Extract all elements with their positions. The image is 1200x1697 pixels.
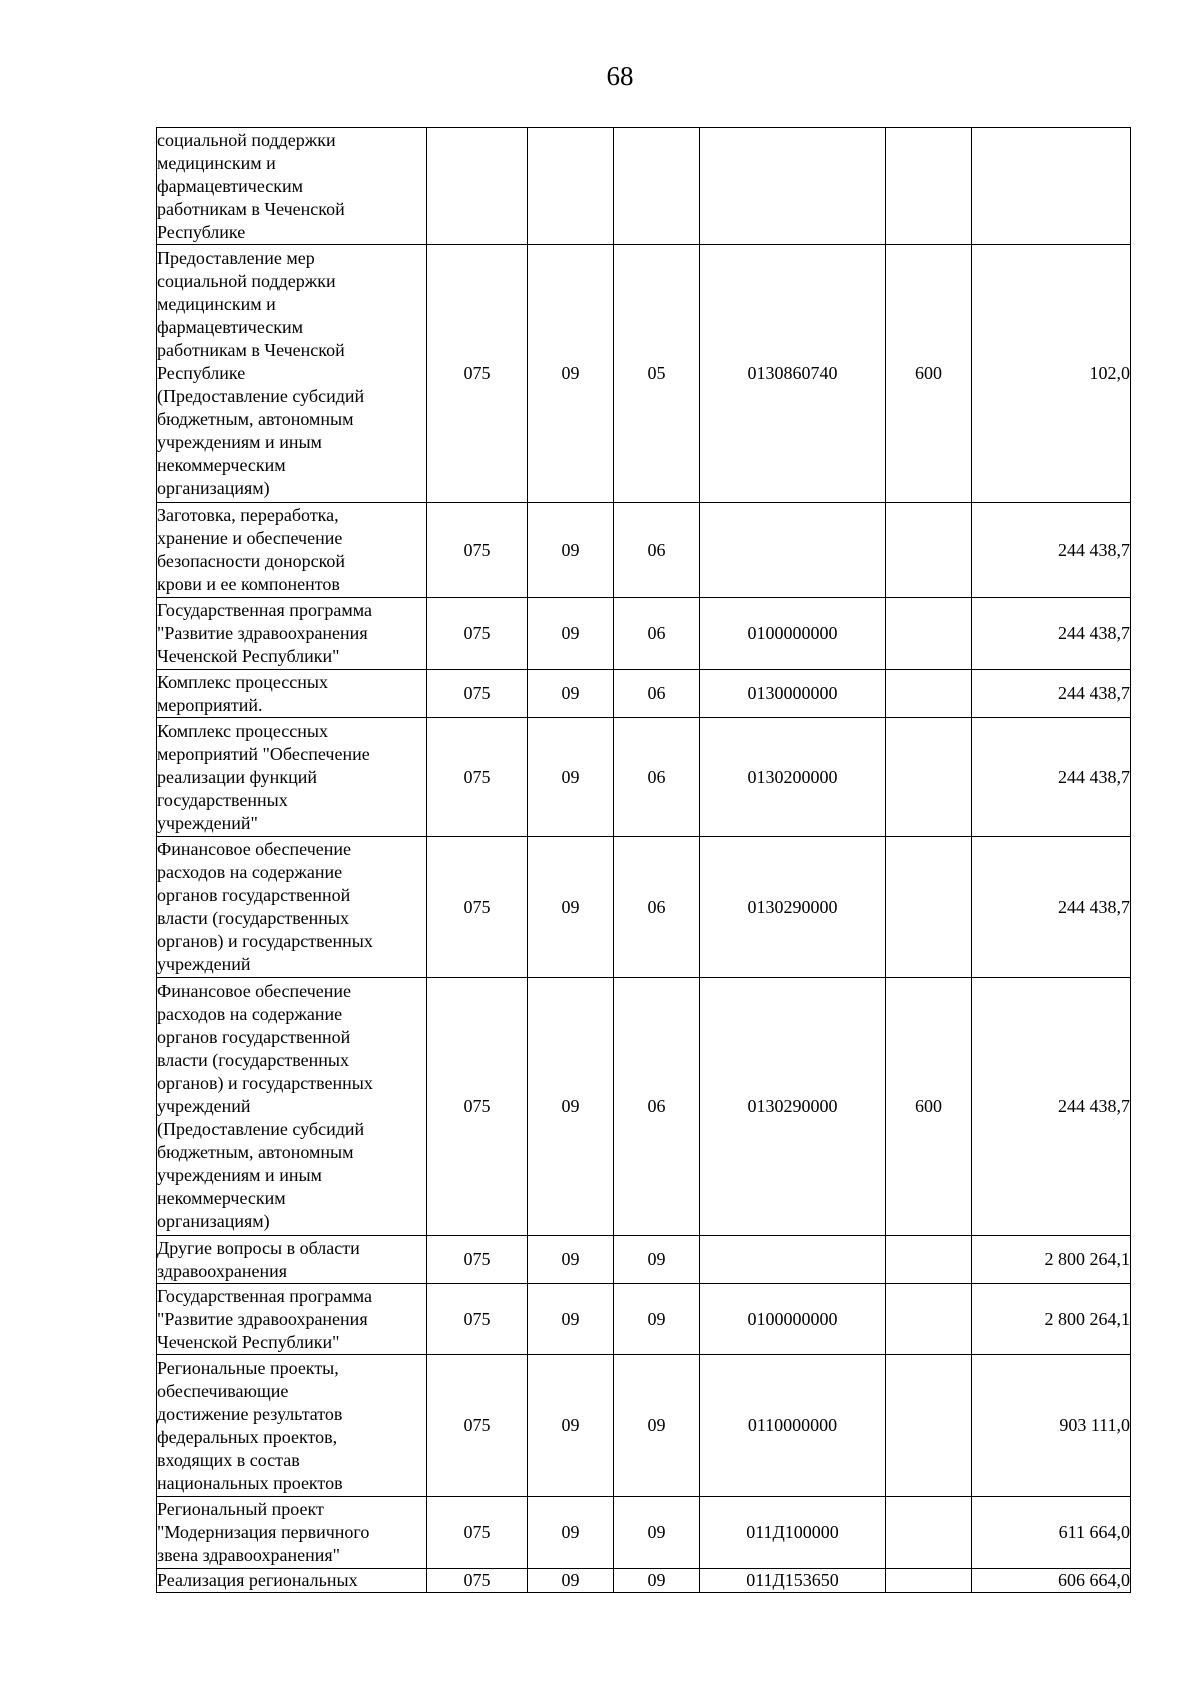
row-name-cell: Финансовое обеспечение расходов на содержание органов государственной власти (государственных органов) и государственных учреждений [157,837,427,978]
pr-cell: 09 [614,1569,700,1593]
pr-cell: 06 [614,837,700,978]
pr-cell: 09 [614,1355,700,1497]
csr-cell [700,128,886,245]
csr-cell: 011Д153650 [700,1569,886,1593]
pr-cell: 09 [614,1284,700,1355]
pr-cell: 06 [614,503,700,598]
table-row [157,1236,1131,1284]
rz-cell: 09 [528,837,614,978]
sum-cell [972,128,1131,245]
sum-cell: 903 111,0 [972,1355,1131,1497]
rz-cell: 09 [528,718,614,837]
row-name-cell: Государственная программа "Развитие здравоохранения Чеченской Республики" [157,1284,427,1355]
ved-cell: 075 [427,978,528,1236]
sum-cell: 244 438,7 [972,978,1131,1236]
sum-cell: 244 438,7 [972,670,1131,718]
sum-cell: 102,0 [972,245,1131,503]
rz-cell [528,128,614,245]
csr-cell: 0100000000 [700,598,886,670]
row-name-cell: Государственная программа "Развитие здравоохранения Чеченской Республики" [157,598,427,670]
vr-cell [886,1236,972,1284]
sum-cell: 244 438,7 [972,837,1131,978]
table-row [157,978,1131,1236]
ved-cell: 075 [427,1355,528,1497]
csr-cell [700,1236,886,1284]
table-row [157,670,1131,718]
sum-cell: 244 438,7 [972,598,1131,670]
vr-cell [886,503,972,598]
ved-cell: 075 [427,837,528,978]
rz-cell: 09 [528,503,614,598]
pr-cell: 06 [614,598,700,670]
sum-cell: 611 664,0 [972,1497,1131,1569]
table-row [157,598,1131,670]
ved-cell: 075 [427,503,528,598]
sum-cell: 2 800 264,1 [972,1236,1131,1284]
sum-cell: 606 664,0 [972,1569,1131,1593]
rz-cell: 09 [528,598,614,670]
vr-cell [886,837,972,978]
row-name-cell: Комплекс процессных мероприятий. [157,670,427,718]
ved-cell: 075 [427,245,528,503]
vr-cell [886,1284,972,1355]
ved-cell: 075 [427,718,528,837]
sum-cell: 2 800 264,1 [972,1284,1131,1355]
vr-cell [886,1355,972,1497]
vr-cell [886,1569,972,1593]
ved-cell: 075 [427,1236,528,1284]
table-row [157,1284,1131,1355]
ved-cell [427,128,528,245]
row-name-cell: социальной поддержки медицинским и фармацевтическим работникам в Чеченской Республике [157,128,427,245]
csr-cell: 0130200000 [700,718,886,837]
page-number: 68 [606,61,634,91]
row-name-cell: Комплекс процессных мероприятий "Обеспечение реализации функций государственных учреждений" [157,718,427,837]
vr-cell [886,718,972,837]
ved-cell: 075 [427,1569,528,1593]
csr-cell [700,503,886,598]
budget-table [156,127,1131,1593]
vr-cell [886,670,972,718]
row-name-cell: Предоставление мер социальной поддержки медицинским и фармацевтическим работникам в Чеченской Республике (Предоставление субсидий бюджетным, автономным учреждениям и иным некоммерческим организациям) [157,245,427,503]
row-name-cell: Другие вопросы в области здравоохранения [157,1236,427,1284]
table-row [157,1569,1131,1593]
ved-cell: 075 [427,1284,528,1355]
pr-cell: 06 [614,978,700,1236]
table-row [157,503,1131,598]
table-row [157,1355,1131,1497]
rz-cell: 09 [528,978,614,1236]
rz-cell: 09 [528,670,614,718]
table-row [157,245,1131,503]
ved-cell: 075 [427,1497,528,1569]
row-name-cell: Финансовое обеспечение расходов на содержание органов государственной власти (государственных органов) и государственных учреждений (Предоставление субсидий бюджетным, автономным учреждениям и иным некоммерческим организациям) [157,978,427,1236]
csr-cell: 0130290000 [700,978,886,1236]
row-name-cell: Региональные проекты, обеспечивающие достижение результатов федеральных проектов, входящих в состав национальных проектов [157,1355,427,1497]
ved-cell: 075 [427,670,528,718]
row-name-cell: Региональный проект "Модернизация первичного звена здравоохранения" [157,1497,427,1569]
rz-cell: 09 [528,1497,614,1569]
rz-cell: 09 [528,1569,614,1593]
ved-cell: 075 [427,598,528,670]
row-name-cell: Заготовка, переработка, хранение и обеспечение безопасности донорской крови и ее компонентов [157,503,427,598]
row-name-cell: Реализация региональных [157,1569,427,1593]
rz-cell: 09 [528,1284,614,1355]
vr-cell: 600 [886,978,972,1236]
sum-cell: 244 438,7 [972,718,1131,837]
pr-cell [614,128,700,245]
table-row [157,837,1131,978]
pr-cell: 09 [614,1236,700,1284]
table-row [157,128,1131,245]
csr-cell: 0130290000 [700,837,886,978]
csr-cell: 0110000000 [700,1355,886,1497]
vr-cell [886,598,972,670]
pr-cell: 06 [614,718,700,837]
pr-cell: 09 [614,1497,700,1569]
csr-cell: 0130000000 [700,670,886,718]
vr-cell [886,1497,972,1569]
csr-cell: 011Д100000 [700,1497,886,1569]
rz-cell: 09 [528,1236,614,1284]
rz-cell: 09 [528,1355,614,1497]
vr-cell [886,128,972,245]
table-row [157,1497,1131,1569]
pr-cell: 05 [614,245,700,503]
rz-cell: 09 [528,245,614,503]
csr-cell: 0100000000 [700,1284,886,1355]
csr-cell: 0130860740 [700,245,886,503]
sum-cell: 244 438,7 [972,503,1131,598]
pr-cell: 06 [614,670,700,718]
vr-cell: 600 [886,245,972,503]
table-row [157,718,1131,837]
